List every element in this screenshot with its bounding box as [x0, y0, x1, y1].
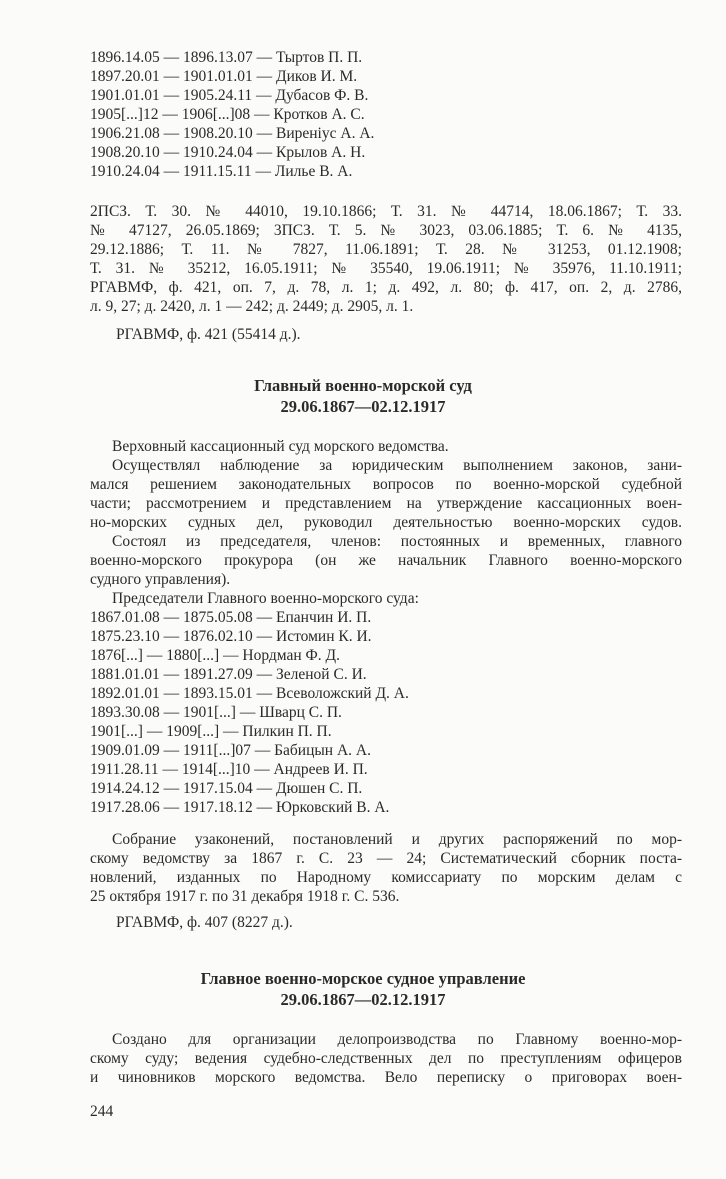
list-item: 1875.23.10 — 1876.02.10 — Истомин К. И.: [90, 628, 372, 645]
chairs-heading: Председатели Главного военно-морского суда:: [112, 590, 419, 607]
section-body-2: [90, 1030, 682, 1087]
list-item: 1901[...] — 1909[...] — Пилкин П. П.: [90, 723, 332, 740]
section-heading-2: [0, 968, 726, 1010]
section-body-1: [90, 437, 682, 817]
text-line: л. 9, 27; д. 2420, л. 1 — 242; д. 2449; д. 2905, л. 1.: [90, 298, 414, 315]
list-item: 1911.28.11 — 1914[...]10 — Андреев И. П.: [90, 761, 368, 778]
archive-reference-1: РГАВМФ, ф. 421 (55414 д.).: [116, 326, 301, 343]
sources-paragraph-2: [90, 830, 682, 906]
list-item: 1896.14.05 — 1896.13.07 — Тыртов П. П.: [90, 49, 363, 66]
text-line: скому ведомству за 1867 г. С. 23 — 24; Систематический сборник поста-: [90, 850, 682, 867]
text-line: части; рассмотрением и представлением на утверждение кассационных воен-: [90, 495, 682, 512]
list-item: 1897.20.01 — 1901.01.01 — Диков И. М.: [90, 68, 358, 85]
text-line: и чиновников морского ведомства. Вело переписку о приговорах воен-: [90, 1069, 682, 1086]
list-item: 1917.28.06 — 1917.18.12 — Юрковский В. А.: [90, 799, 390, 816]
list-item: 1909.01.09 — 1911[...]07 — Бабицын А. А.: [90, 742, 371, 759]
list-item: 1876[...] — 1880[...] — Нордман Ф. Д.: [90, 647, 340, 664]
text-line: новлений, изданных по Народному комиссариату по морским делам с: [90, 869, 682, 886]
section-dates: 29.06.1867—02.12.1917: [280, 990, 446, 1009]
text-line: 2ПСЗ. Т. 30. № 44010, 19.10.1866; Т. 31. № 44714, 18.06.1867; Т. 33.: [90, 203, 682, 220]
list-item: 1908.20.10 — 1910.24.04 — Крылов А. Н.: [90, 144, 366, 161]
page-number: 244: [90, 1103, 114, 1120]
text-line: военно-морского прокурора (он же начальник Главного военно-морского: [90, 552, 682, 569]
section-title: Главное военно-морское судное управление: [200, 969, 526, 988]
section-title: Главный военно-морской суд: [254, 376, 472, 395]
text-line: Собрание узаконений, постановлений и других распоряжений по мор-: [112, 831, 682, 848]
text-line: 29.12.1886; Т. 11. № 7827, 11.06.1891; Т. 28. № 31253, 01.12.1908;: [90, 241, 682, 258]
list-item: 1905[...]12 — 1906[...]08 — Кротков А. С.: [90, 106, 365, 123]
top-officials-list: [90, 48, 682, 181]
list-item: 1892.01.01 — 1893.15.01 — Всеволожский Д. А.: [90, 685, 409, 702]
text-line: скому суду; ведения судебно-следственных дел по преступлениям офицеров: [90, 1050, 682, 1067]
text-line: судного управления).: [90, 571, 231, 588]
list-item: 1893.30.08 — 1901[...] — Шварц С. П.: [90, 704, 342, 721]
list-item: 1914.24.12 — 1917.15.04 — Дюшен С. П.: [90, 780, 363, 797]
text-line: Осуществлял наблюдение за юридическим выполнением законов, зани-: [112, 457, 682, 474]
text-line: Состоял из председателя, членов: постоянных и временных, главного: [112, 533, 682, 550]
paragraph: Верховный кассационный суд морского ведомства.: [112, 438, 449, 455]
list-item: 1867.01.08 — 1875.05.08 — Епанчин И. П.: [90, 609, 372, 626]
list-item: 1901.01.01 — 1905.24.11 — Дубасов Ф. В.: [90, 87, 369, 104]
list-item: 1881.01.01 — 1891.27.09 — Зеленой С. И.: [90, 666, 367, 683]
text-line: но-морских судных дел, руководил деятельностью военно-морских судов.: [90, 514, 682, 531]
section-heading-1: [0, 375, 726, 417]
section-dates: 29.06.1867—02.12.1917: [280, 397, 446, 416]
sources-paragraph-1: [90, 202, 682, 316]
list-item: 1906.21.08 — 1908.20.10 — Виренiус А. А.: [90, 125, 375, 142]
archive-reference-2: РГАВМФ, ф. 407 (8227 д.).: [116, 914, 293, 931]
text-line: 25 октября 1917 г. по 31 декабря 1918 г. С. 536.: [90, 888, 400, 905]
text-line: Т. 31. № 35212, 16.05.1911; № 35540, 19.06.1911; № 35976, 11.10.1911;: [90, 260, 682, 277]
text-line: РГАВМФ, ф. 421, оп. 7, д. 78, л. 1; д. 492, л. 80; ф. 417, оп. 2, д. 2786,: [90, 279, 682, 296]
list-item: 1910.24.04 — 1911.15.11 — Лилье В. А.: [90, 163, 353, 180]
text-line: Создано для организации делопроизводства по Главному военно-мор-: [112, 1031, 682, 1048]
text-line: № 47127, 26.05.1869; 3ПСЗ. Т. 5. № 3023, 03.06.1885; Т. 6. № 4135,: [90, 222, 682, 239]
text-line: мался решением законодательных вопросов по военно-морской судебной: [90, 476, 682, 493]
